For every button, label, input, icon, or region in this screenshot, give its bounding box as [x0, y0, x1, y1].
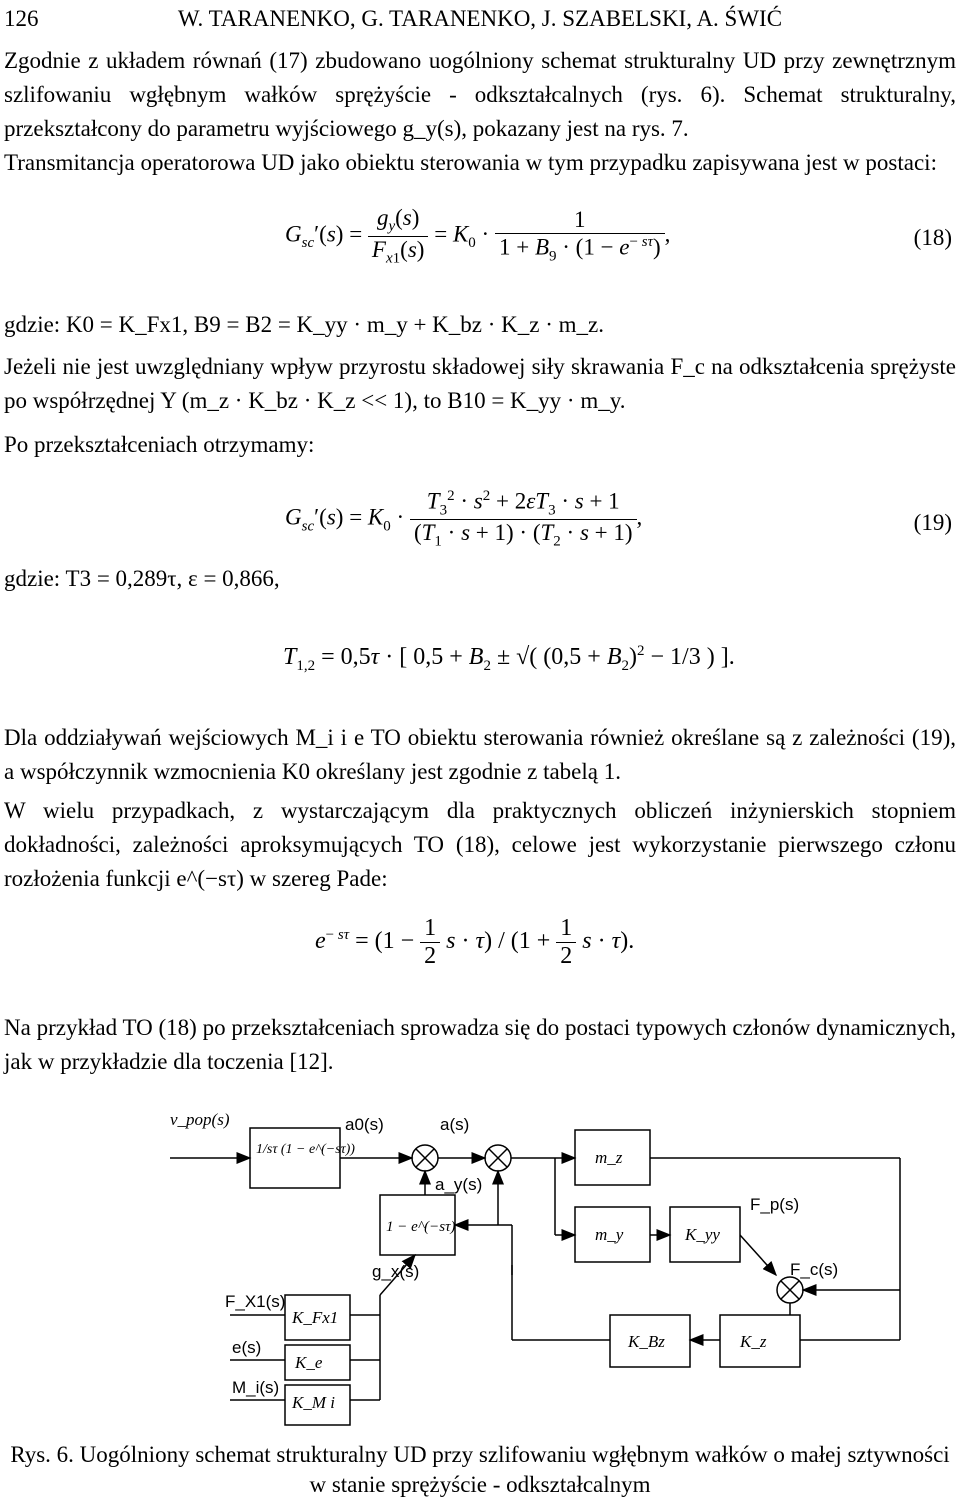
definition-K0-B9 — [4, 308, 956, 342]
label-delay: 1 − e^(−sτ) — [386, 1219, 456, 1235]
page-number: 126 — [4, 6, 39, 31]
label-my: m_y — [595, 1225, 624, 1244]
label-fc: F_c(s) — [790, 1260, 839, 1279]
equation-T12: $T_{1,2} = 0,5\tau$ · [ $0,5 + B_2$ ± √( $(0,5 + B_2)^2 - 1/3$ ) ]. — [283, 643, 735, 674]
label-vpop: v_pop(s) — [170, 1110, 230, 1129]
equation-18: $G_{sc}'(s)$ = $\frac{g_y(s)}{F_{x1}(s)}$ = $K_0$ · $\frac{1}{1 + B_9 \cdot (1 - e^{- s\tau})}$ , — [285, 205, 671, 267]
label-kyy: K_yy — [685, 1225, 720, 1244]
label-mz: m_z — [595, 1148, 623, 1167]
paragraph-6-text: W wielu przypadkach, z wystarczającym dla praktycznych obliczeń inżynierskich stopniem dokładności, zależności aproksymujących TO (18), celowe jest wykorzystanie pierwszego członu rozłożenia funkcji e^(−sτ) w szereg Pade: — [4, 798, 956, 891]
paragraph-inputs — [4, 721, 956, 789]
paragraph-transmittance — [4, 146, 956, 180]
label-fx1: F_X1(s) — [225, 1292, 286, 1311]
equation-19-number: (19) — [913, 510, 952, 535]
integrator-block — [250, 1128, 340, 1188]
equation-pade: $e^{- s\tau} = (1$ − $\frac{1}{2}$ s · τ) / (1 + $\frac{1}{2}$ s · τ). — [315, 915, 635, 969]
label-ay: a_y(s) — [435, 1175, 483, 1194]
label-a: a(s) — [440, 1115, 470, 1134]
running-title-authors: W. TARANENKO, G. TARANENKO, J. SZABELSKI, A. ŚWIĆ — [177, 6, 783, 31]
label-kz: K_z — [740, 1332, 767, 1351]
label-a0: a0(s) — [345, 1115, 384, 1134]
label-fp: F_p(s) — [750, 1195, 800, 1214]
paragraph-intro — [4, 44, 956, 146]
paragraph-4-text: Po przekształceniach otrzymamy: — [4, 432, 315, 457]
label-mi: M_i(s) — [232, 1378, 280, 1397]
label-e: e(s) — [232, 1338, 262, 1357]
paragraph-5-text: Dla oddziaływań wejściowych M_i i e TO obiektu sterowania również określane są z zależności (19), a współczynnik wzmocnienia K0 określany jest zgodnie z tabelą 1. — [4, 725, 956, 784]
label-kbz: K_Bz — [628, 1332, 665, 1351]
definition-T3-epsilon — [4, 562, 956, 596]
paragraph-1-text: Zgodnie z układem równań (17) zbudowano uogólniony schemat strukturalny UD przy zewnętrznym szlifowaniu wgłębnym wałków sprężyście - odkształcalnych (rys. 6). Schemat strukturalny, przekształcony do parametru wyjściowego g_y(s), pokazany jest na rys. 7. — [4, 48, 956, 141]
figure-caption: Rys. 6. Uogólniony schemat strukturalny UD przy szlifowaniu wgłębnym wałków o małej sztywności w stanie sprężyście - odkształcalnym — [10, 1442, 950, 1497]
label-ke: K_e — [295, 1353, 323, 1372]
label-kfx1: K_Fx1 — [292, 1308, 339, 1327]
paragraph-pade — [4, 794, 956, 896]
block-diagram — [0, 1095, 960, 1435]
equation-18-number: (18) — [913, 225, 952, 250]
label-kmi: K_M i — [292, 1393, 335, 1412]
paragraph-2-text: Transmitancja operatorowa UD jako obiektu sterowania w tym przypadku zapisywana jest w postaci: — [4, 150, 937, 175]
gdzie-1-text: gdzie: K0 = K_Fx1, B9 = B2 = K_yy · m_y + K_bz · K_z · m_z. — [4, 312, 604, 337]
paragraph-after-transform — [4, 428, 956, 462]
paragraph-assumption — [4, 350, 956, 418]
equation-19: $G_{sc}'(s) = K_0$ · $\frac{T_3^2 \cdot s^2 + 2\varepsilon T_3 \cdot s + 1}{(T_1 \cdot s + 1) \cdot (T_2 \cdot s + 1)}$ , — [285, 488, 643, 550]
paragraph-7-text: Na przykład TO (18) po przekształceniach sprowadza się do postaci typowych członów dynamicznych, jak w przykładzie dla toczenia [12]. — [4, 1015, 956, 1074]
label-integrator: 1/sτ (1 − e^(−sτ)) — [256, 1142, 355, 1157]
label-gx: g_x(s) — [372, 1262, 420, 1281]
gdzie-2-text: gdzie: T3 = 0,289τ, ε = 0,866, — [4, 566, 280, 591]
paragraph-example — [4, 1011, 956, 1079]
paragraph-3-text: Jeżeli nie jest uwzględniany wpływ przyrostu składowej siły skrawania F_c na odkształcenia sprężyste po współrzędnej Y (m_z · K_bz · K_z << 1), to B10 = K_yy · m_y. — [4, 354, 956, 413]
